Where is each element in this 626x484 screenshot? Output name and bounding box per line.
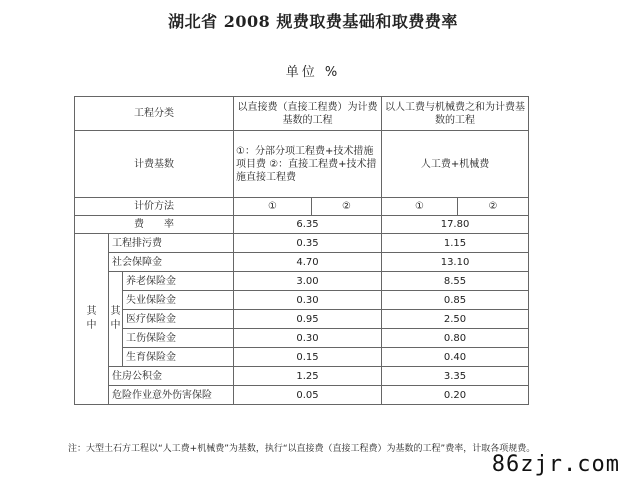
row-label-social-security: 社会保障金 xyxy=(109,253,234,272)
header-method: 计价方法 xyxy=(75,198,234,216)
row-housing-fund-b: 3.35 xyxy=(382,367,529,386)
unit-label: 单位 % xyxy=(285,65,341,80)
row-sewage-a: 0.35 xyxy=(234,234,382,253)
method-a1: ① xyxy=(234,198,312,216)
method-b1: ① xyxy=(382,198,458,216)
row-label-hazard-insurance: 危险作业意外伤害保险 xyxy=(109,386,234,405)
rate-label: 费 率 xyxy=(75,216,234,234)
row-label-housing-fund: 住房公积金 xyxy=(109,367,234,386)
fee-rate-table xyxy=(74,96,529,405)
row-pension-b: 8.55 xyxy=(382,272,529,291)
row-social-security-a: 4.70 xyxy=(234,253,382,272)
watermark: 86zjr.com xyxy=(491,452,620,477)
row-medical-b: 2.50 xyxy=(382,310,529,329)
method-b2: ② xyxy=(458,198,529,216)
row-unemployment-b: 0.85 xyxy=(382,291,529,310)
row-injury-b: 0.80 xyxy=(382,329,529,348)
row-label-injury: 工伤保险金 xyxy=(123,329,234,348)
footnote: 注：大型土石方工程以“人工费+机械费”为基数，执行“以直接费（直接工程费）为基数的工程”费率，计取各项规费。 xyxy=(68,444,536,454)
row-sewage-b: 1.15 xyxy=(382,234,529,253)
basis-direct-cost: ①：分部分项工程费+技术措施项目费 ②：直接工程费+技术措施直接工程费 xyxy=(234,131,382,198)
row-medical-a: 0.95 xyxy=(234,310,382,329)
row-pension-a: 3.00 xyxy=(234,272,382,291)
row-label-sewage: 工程排污费 xyxy=(109,234,234,253)
method-a2: ② xyxy=(312,198,382,216)
row-label-pension: 养老保险金 xyxy=(123,272,234,291)
row-injury-a: 0.30 xyxy=(234,329,382,348)
row-social-security-b: 13.10 xyxy=(382,253,529,272)
basis-labor-machine: 人工费+机械费 xyxy=(382,131,529,198)
row-maternity-b: 0.40 xyxy=(382,348,529,367)
rate-labor-machine: 17.80 xyxy=(382,216,529,234)
header-direct-cost: 以直接费（直接工程费）为计费基数的工程 xyxy=(234,97,382,131)
header-basis: 计费基数 xyxy=(75,131,234,198)
qizhong-sub-label: 其 中 xyxy=(109,272,123,367)
page-title: 湖北省 2008 规费取费基础和取费费率 xyxy=(168,12,458,31)
row-label-maternity: 生育保险金 xyxy=(123,348,234,367)
row-housing-fund-a: 1.25 xyxy=(234,367,382,386)
row-unemployment-a: 0.30 xyxy=(234,291,382,310)
qizhong-label: 其 中 xyxy=(75,234,109,405)
row-maternity-a: 0.15 xyxy=(234,348,382,367)
header-labor-machine: 以人工费与机械费之和为计费基数的工程 xyxy=(382,97,529,131)
header-category: 工程分类 xyxy=(75,97,234,131)
row-label-unemployment: 失业保险金 xyxy=(123,291,234,310)
rate-direct-cost: 6.35 xyxy=(234,216,382,234)
row-hazard-insurance-a: 0.05 xyxy=(234,386,382,405)
row-hazard-insurance-b: 0.20 xyxy=(382,386,529,405)
row-label-medical: 医疗保险金 xyxy=(123,310,234,329)
